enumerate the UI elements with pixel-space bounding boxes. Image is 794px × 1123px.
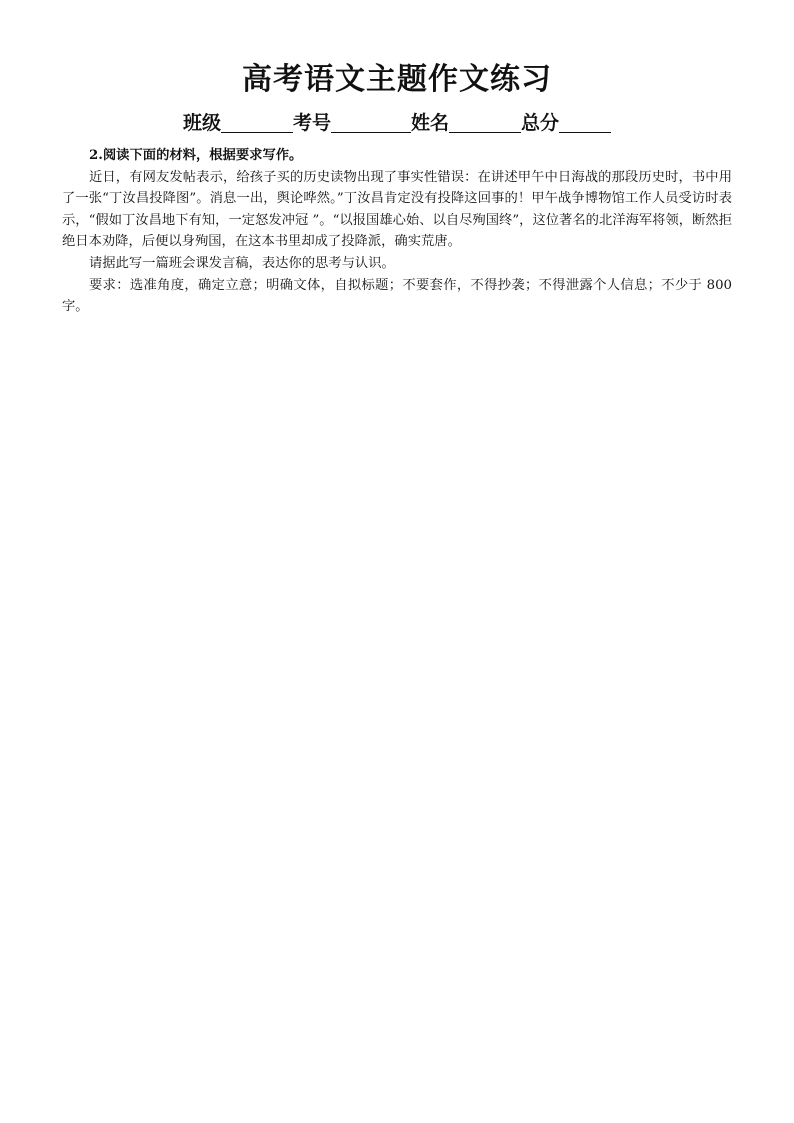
question-heading: 2.阅读下面的材料，根据要求写作。 bbox=[89, 148, 303, 163]
name-label: 姓名 bbox=[411, 112, 450, 134]
class-blank bbox=[221, 110, 293, 133]
requirements-paragraph: 要求：选准角度，确定立意；明确文体，自拟标题；不要套作，不得抄袭；不得泄露个人信息；不少于 800 字。 bbox=[62, 277, 732, 315]
task-paragraph: 请据此写一篇班会课发言稿，表达你的思考与认识。 bbox=[89, 255, 395, 271]
page-title: 高考语文主题作文练习 bbox=[242, 62, 552, 97]
exam-no-blank bbox=[331, 110, 411, 133]
exam-no-label: 考号 bbox=[292, 112, 331, 134]
material-paragraph: 近日，有网友发帖表示，给孩子买的历史读物出现了事实性错误：在讲述甲午中日海战的那段历史时，书中用了一张“丁汝昌投降图”。消息一出，舆论哗然。”丁汝昌肯定没有投降这回事的！甲午战争博物馆工作人员受访时表示，“假如丁汝昌地下有知，一定怒发冲冠 ”。“以报国雄心始、以自尽殉国终”，这位著名的北洋海军将领，断然拒绝日本劝降，后便以身殉国，在这本书里却成了投降派，确实荒唐。 bbox=[62, 169, 732, 250]
score-label: 总分 bbox=[521, 112, 560, 134]
question-body bbox=[62, 145, 732, 318]
name-blank bbox=[449, 110, 521, 133]
score-blank bbox=[559, 110, 611, 133]
student-info-line bbox=[0, 109, 794, 137]
class-label: 班级 bbox=[182, 112, 221, 134]
